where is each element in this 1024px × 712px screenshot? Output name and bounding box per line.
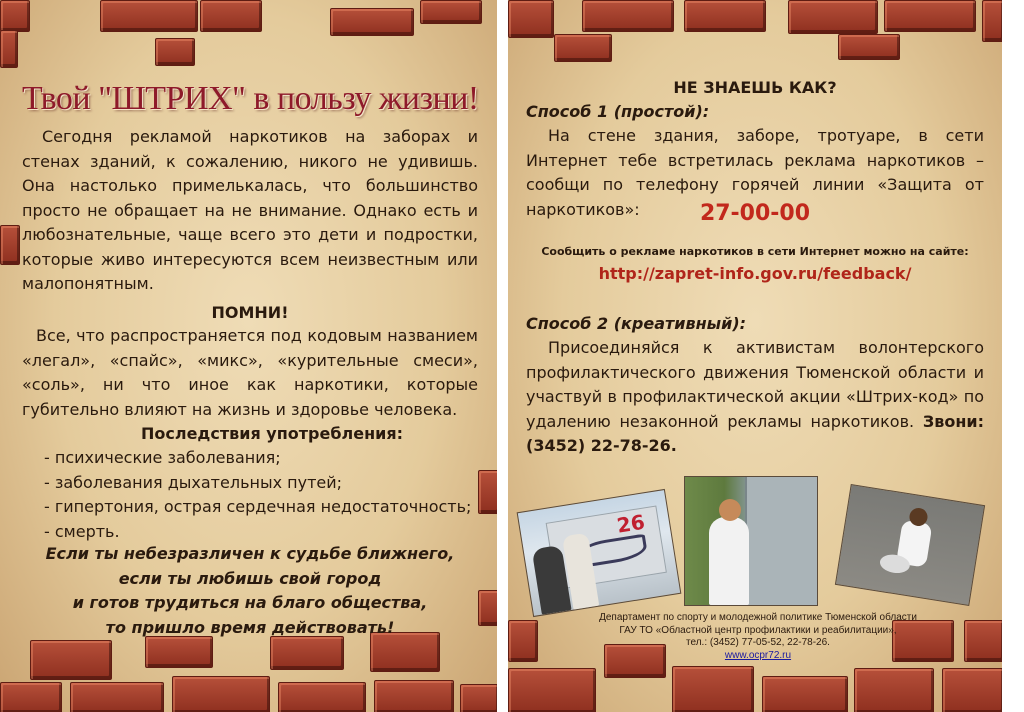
way2-text bbox=[526, 336, 984, 459]
call-line: если ты любишь свой город bbox=[118, 568, 382, 588]
list-item: - смерть. bbox=[44, 521, 120, 541]
brick bbox=[172, 676, 270, 712]
brick bbox=[508, 668, 596, 712]
way1-label: Способ 1 (простой): bbox=[526, 102, 710, 121]
call-label: Звони: bbox=[922, 411, 984, 431]
brick bbox=[838, 34, 900, 60]
brick bbox=[0, 30, 18, 68]
right-page bbox=[508, 0, 1002, 712]
brick bbox=[270, 636, 344, 670]
way2-label: Способ 2 (креативный): bbox=[526, 314, 747, 333]
brick bbox=[145, 636, 213, 668]
hotline-number: 27-00-00 bbox=[699, 201, 811, 226]
list-item: - гипертония, острая сердечная недостаточность; bbox=[44, 497, 472, 516]
right-heading: НЕ ЗНАЕШЬ КАК? bbox=[673, 78, 837, 97]
call-phone: (3452) 22-78-26. bbox=[526, 436, 677, 455]
brick bbox=[70, 682, 164, 712]
brick bbox=[964, 620, 1002, 662]
person-figure bbox=[709, 517, 749, 605]
brick bbox=[854, 668, 934, 712]
brick bbox=[884, 0, 976, 32]
call-line: то пришло время действовать! bbox=[105, 617, 395, 637]
brick bbox=[582, 0, 674, 32]
brick bbox=[0, 682, 62, 712]
brick bbox=[0, 0, 30, 32]
remember-heading: ПОМНИ! bbox=[211, 303, 289, 322]
way2-body: Присоединяйся к активистам волонтерского профилактического движения Тюменской области и участвуй в профилактической акции «Штрих-код» по удалению незаконной рекламы наркотиков. bbox=[526, 338, 984, 431]
footer bbox=[568, 612, 948, 662]
wall-panel bbox=[745, 477, 818, 605]
brick bbox=[460, 684, 497, 712]
brick bbox=[0, 225, 20, 265]
brick bbox=[684, 0, 766, 32]
footer-line: Департамент по спорту и молодежной политике Тюменской области bbox=[599, 612, 917, 623]
brick bbox=[942, 668, 1002, 712]
page-title: Твой "ШТРИХ" в пользу жизни! bbox=[22, 80, 479, 117]
way1-text: На стене здания, заборе, тротуаре, в сети Интернет тебе встретилась реклама наркотиков – сообщи по телефону горячей линии «Защита от наркотиков»: bbox=[526, 126, 984, 219]
footer-line: ГАУ ТО «Областной центр профилактики и реабилитации», bbox=[619, 624, 897, 636]
call-to-action bbox=[22, 542, 478, 640]
brick bbox=[30, 640, 112, 680]
left-page bbox=[0, 0, 497, 712]
brick bbox=[762, 676, 848, 712]
brick bbox=[200, 0, 262, 32]
brick bbox=[478, 590, 497, 626]
volunteers-photo-2 bbox=[684, 476, 818, 606]
brick bbox=[554, 34, 612, 62]
brick bbox=[508, 0, 554, 38]
brick bbox=[374, 680, 454, 712]
consequences-heading: Последствия употребления: bbox=[140, 424, 404, 443]
brick bbox=[788, 0, 878, 34]
volunteers-photo-3 bbox=[835, 484, 985, 606]
list-item: - заболевания дыхательных путей; bbox=[44, 472, 343, 492]
brick bbox=[672, 666, 754, 712]
brick bbox=[100, 0, 198, 32]
brick bbox=[330, 8, 414, 36]
report-url-link[interactable]: http://zapret-info.gov.ru/feedback/ bbox=[598, 264, 912, 283]
call-line: и готов трудиться на благо общества, bbox=[72, 593, 428, 612]
brick bbox=[420, 0, 482, 24]
footer-line: тел.: (3452) 77-05-52, 22-78-26. bbox=[686, 637, 830, 648]
warning-paragraph: Все, что распространяется под кодовым названием «легал», «спайс», «микс», «курительные смеси», «соль», ни что иное как наркотики, которые губительно влияют на жизнь и здоровье человека. bbox=[22, 326, 478, 419]
graffiti-text: 26 bbox=[615, 509, 647, 538]
volunteers-photo-1 bbox=[517, 489, 682, 617]
brick bbox=[155, 38, 195, 66]
intro-paragraph: Сегодня рекламой наркотиков на заборах и стенах зданий, к сожалению, никого не удивишь. Она настолько примелькалась, что большинство просто не обращает на не внимание. Однако есть и любознательные, чаще всего это дети и подростки, которые живо интересуются всем неизвестным или малопонятным. bbox=[22, 127, 478, 293]
call-line: Если ты небезразличен к судьбе ближнего, bbox=[45, 544, 455, 563]
brick bbox=[278, 682, 366, 712]
online-note: Сообщить о рекламе наркотиков в сети Интернет можно на сайте: bbox=[541, 245, 969, 258]
brick bbox=[982, 0, 1002, 42]
brick bbox=[508, 620, 538, 662]
list-item: - психические заболевания; bbox=[44, 448, 281, 467]
consequences-list bbox=[44, 446, 484, 544]
person-head bbox=[719, 499, 741, 521]
website-link[interactable]: www.ocpr72.ru bbox=[724, 649, 792, 661]
